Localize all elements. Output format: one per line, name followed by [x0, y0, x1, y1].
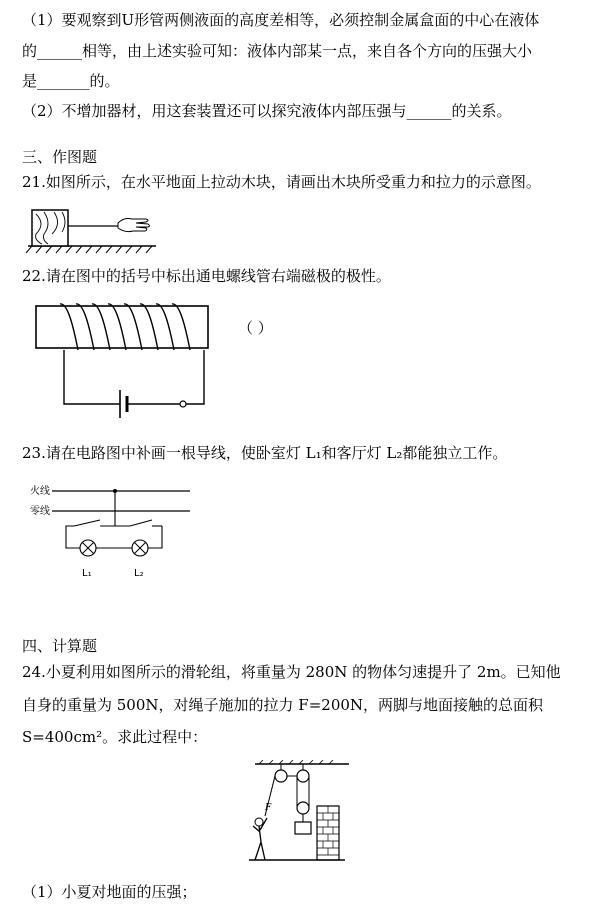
- section-3-title: 三、作图题: [22, 148, 98, 166]
- section-4-title: 四、计算题: [22, 637, 98, 655]
- lamp-l1-label: L₁: [82, 568, 92, 579]
- q24-line2: 自身的重量为 500N，对绳子施加的拉力 F=200N，两脚与地面接触的总面积: [22, 696, 544, 714]
- live-wire-label: 火线: [30, 486, 50, 497]
- q21-text: 21.如图所示，在水平地面上拉动木块，请画出木块所受重力和拉力的示意图。: [22, 173, 541, 191]
- q24-line3: S=400cm²。求此过程中：: [22, 728, 208, 746]
- neutral-wire-label: 零线: [30, 506, 50, 517]
- q21-figure: [22, 202, 162, 254]
- q24-sub1: （1）小夏对地面的压强；: [22, 883, 197, 901]
- q22-text: 22.请在图中的括号中标出通电螺线管右端磁极的极性。: [22, 267, 391, 285]
- q23-text: 23.请在电路图中补画一根导线，使卧室灯 L₁和客厅灯 L₂都能独立工作。: [22, 444, 508, 462]
- q22-answer-bracket[interactable]: （ ）: [238, 319, 273, 337]
- q20-part2: （2）不增加器材，用这套装置还可以探究液体内部压强与______的关系。: [22, 102, 512, 120]
- q22-figure: [30, 300, 220, 420]
- q24-figure: [245, 760, 355, 868]
- q20-part1-line3: 是_______的。: [22, 72, 120, 90]
- q20-part1-line2: 的______相等，由上述实验可知：液体内部某一点，来自各个方向的压强大小: [22, 42, 533, 60]
- q24-line1: 24.小夏利用如图所示的滑轮组，将重量为 280N 的物体匀速提升了 2m。已知他: [22, 663, 561, 681]
- lamp-l2-label: L₂: [134, 568, 144, 579]
- q20-part1-line1: （1）要观察到U形管两侧液面的高度差相等，必须控制金属盒面的中心在液体: [22, 11, 540, 29]
- q23-figure: [30, 480, 195, 585]
- force-label: F: [265, 803, 272, 813]
